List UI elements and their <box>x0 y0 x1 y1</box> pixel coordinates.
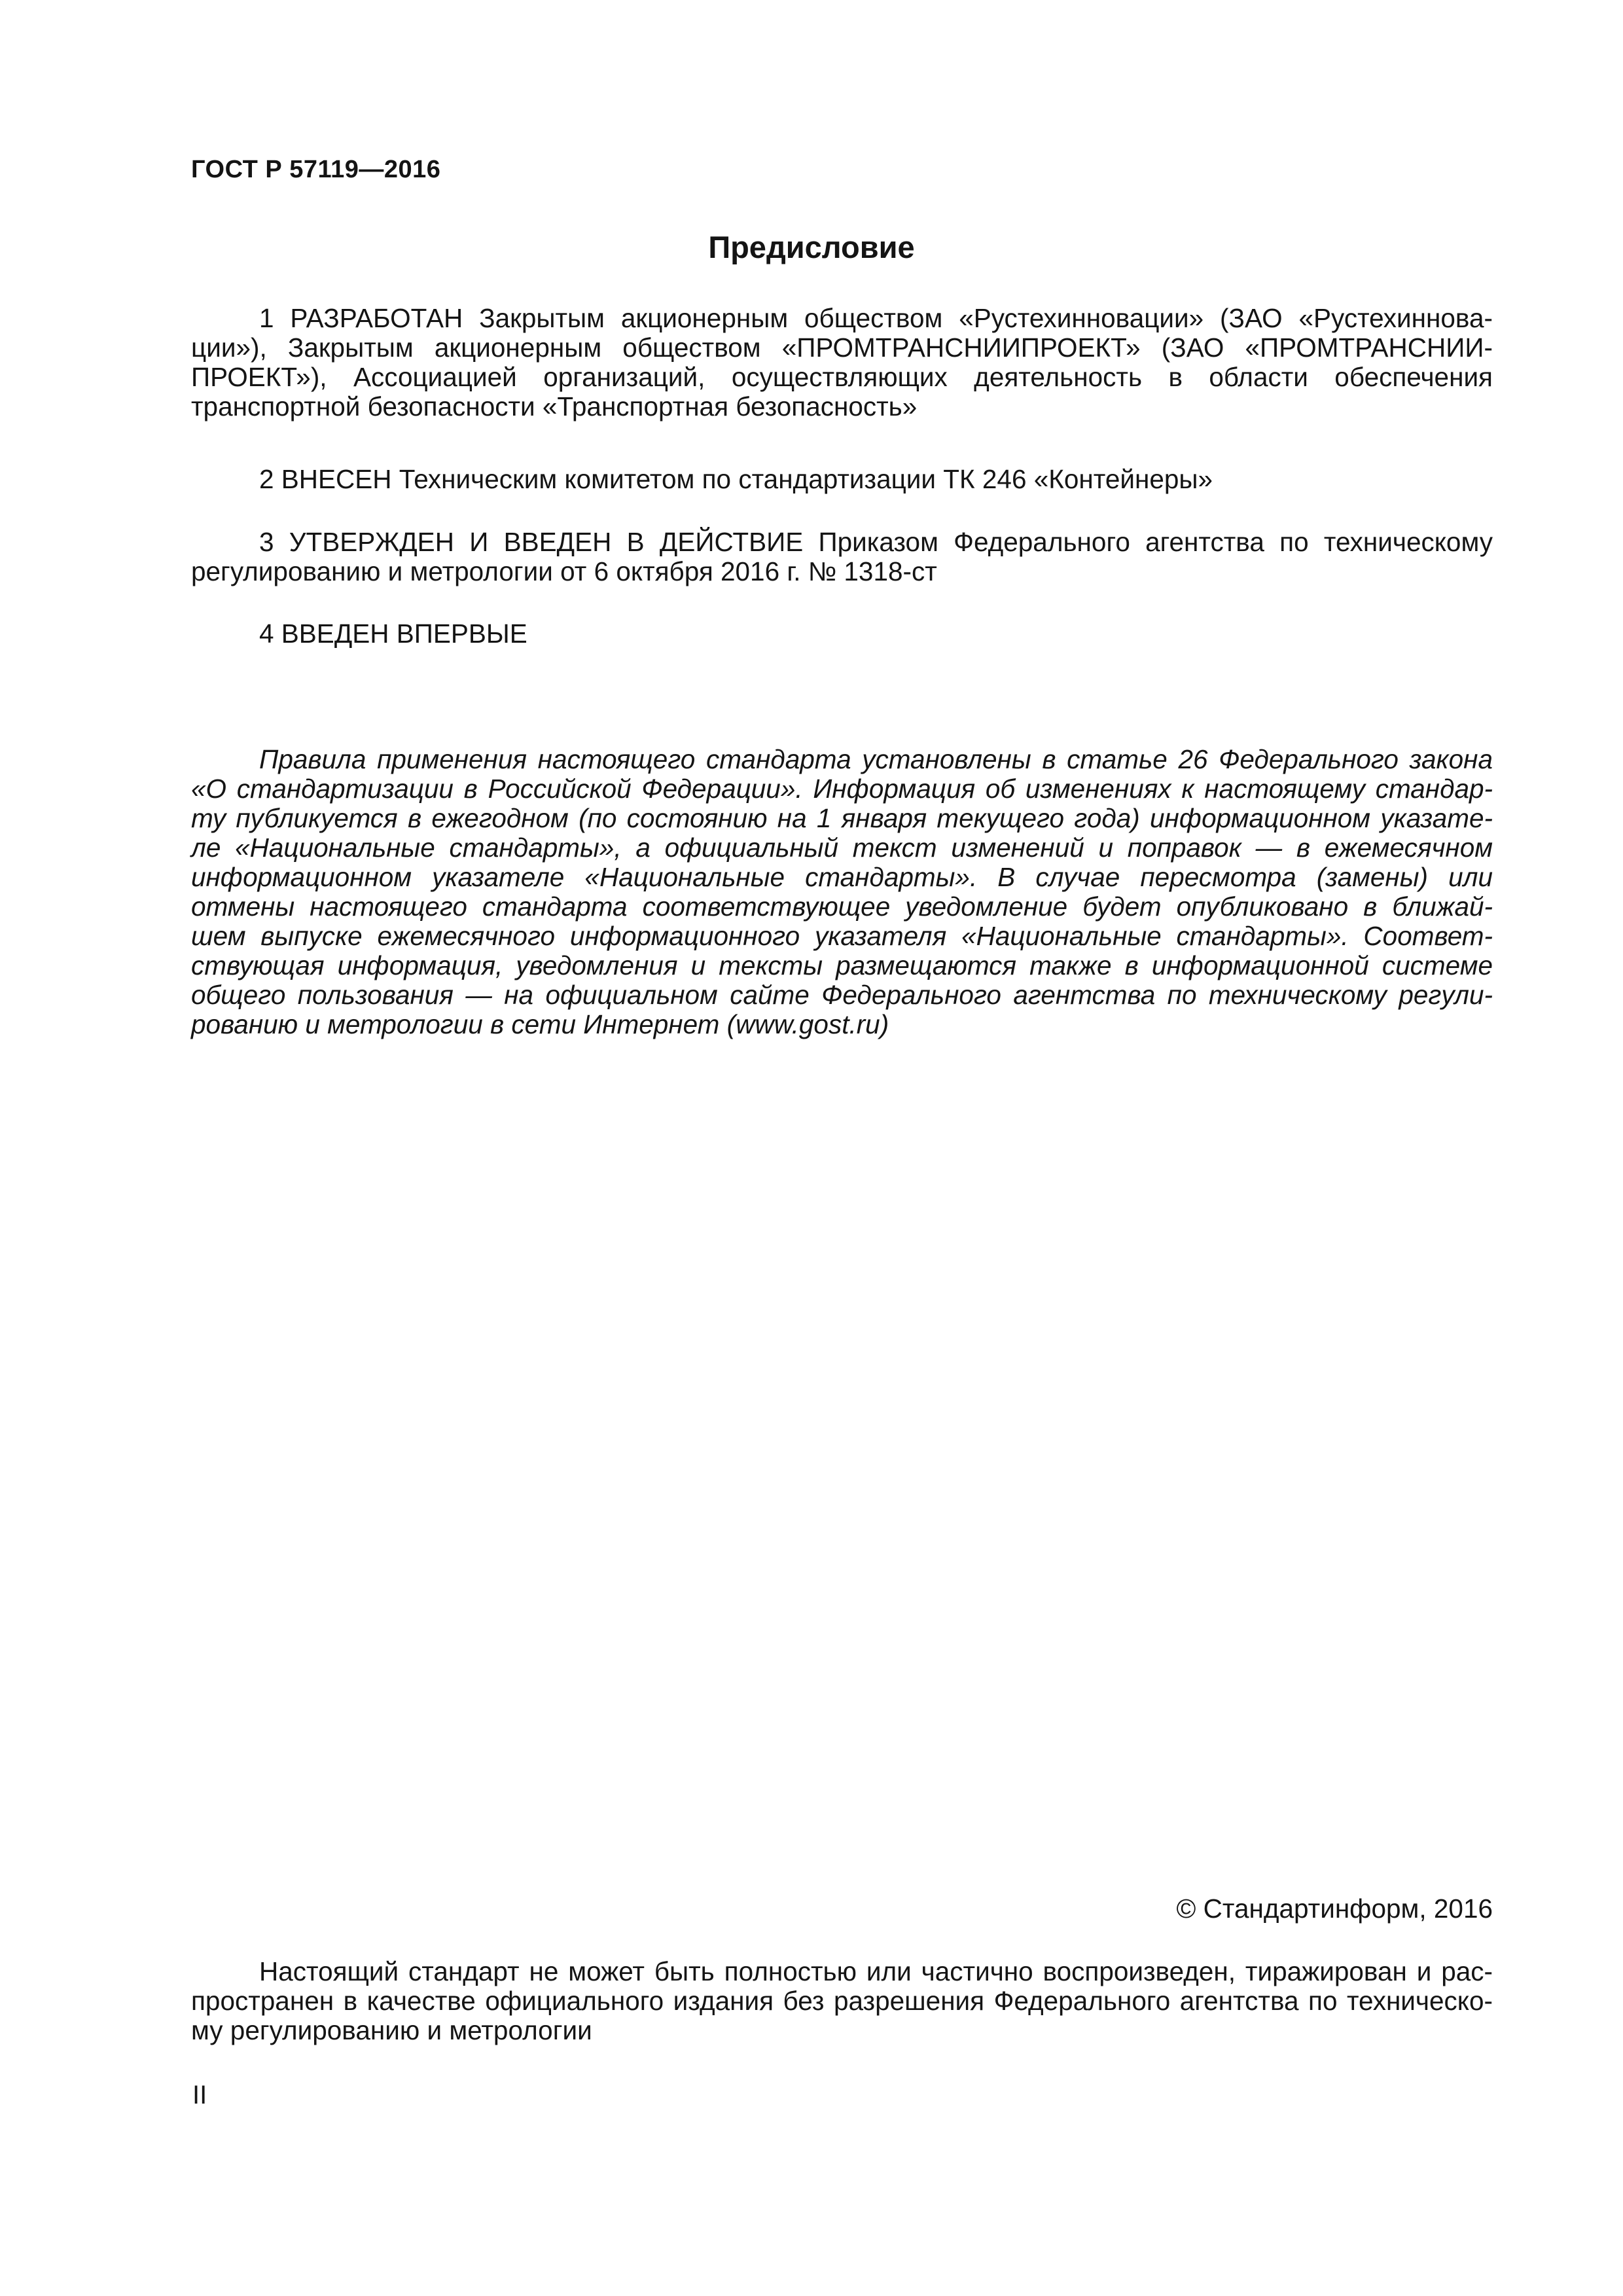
paragraph-developed-by <box>191 304 1493 422</box>
note-line: ствующая информация, уведомления и тексты размещаются также в информационной системе <box>191 950 1493 980</box>
paragraph-line: транспортной безопасности «Транспортная безопасность» <box>191 391 918 422</box>
document-code: ГОСТ Р 57119—2016 <box>191 156 441 183</box>
paragraph-first-introduced <box>191 619 1493 649</box>
disclaimer-line: пространен в качестве официального издания без разрешения Федерального агентства по техническо- <box>191 1986 1493 2016</box>
note-line: рованию и метрологии в сети Интернет (www.gost.ru) <box>191 1009 889 1039</box>
note-line: ту публикуется в ежегодном (по состоянию на 1 января текущего года) информационном указате- <box>191 803 1493 833</box>
paragraph-line: 3 УТВЕРЖДЕН И ВВЕДЕН В ДЕЙСТВИЕ Приказом Федерального агентства по техническому <box>259 527 1493 557</box>
note-line: отмены настоящего стандарта соответствующее уведомление будет опубликовано в ближай- <box>191 891 1493 922</box>
disclaimer-line: му регулированию и метрологии <box>191 2015 592 2045</box>
note-line: общего пользования — на официальном сайте Федерального агентства по техническому регули- <box>191 980 1493 1010</box>
note-line: ле «Национальные стандарты», а официальный текст изменений и поправок — в ежемесячном <box>191 833 1493 863</box>
paragraph-line: ции»), Закрытым акционерным обществом «ПРОМТРАНСНИИПРОЕКТ» (ЗАО «ПРОМТРАНСНИИ- <box>191 332 1493 363</box>
disclaimer-line: Настоящий стандарт не может быть полностью или частично воспроизведен, тиражирован и рас- <box>259 1956 1493 1986</box>
paragraph-line: 4 ВВЕДЕН ВПЕРВЫЕ <box>259 619 527 649</box>
paragraph-line: ПРОЕКТ»), Ассоциацией организаций, осуществляющих деятельность в области обеспечения <box>191 362 1493 392</box>
page-number: II <box>192 2081 207 2109</box>
note-line: «О стандартизации в Российской Федерации». Информация об изменениях к настоящему стандар- <box>191 774 1493 804</box>
application-rules-note <box>191 745 1493 1039</box>
paragraph-introduced-by <box>191 465 1493 494</box>
reproduction-disclaimer <box>191 1957 1493 2045</box>
note-line: Правила применения настоящего стандарта установлены в статье 26 Федерального закона <box>259 744 1493 774</box>
paragraph-line: 1 РАЗРАБОТАН Закрытым акционерным обществом «Рустехинновации» (ЗАО «Рустехиннова- <box>259 303 1493 333</box>
note-line: информационном указателе «Национальные стандарты». В случае пересмотра (замены) или <box>191 862 1493 892</box>
copyright-notice: © Стандартинформ, 2016 <box>1176 1893 1493 1924</box>
note-line: шем выпуске ежемесячного информационного указателя «Национальные стандарты». Соответ- <box>191 921 1493 951</box>
paragraph-approved <box>191 528 1493 586</box>
paragraph-line: 2 ВНЕСЕН Техническим комитетом по стандартизации ТК 246 «Контейнеры» <box>259 464 1213 494</box>
paragraph-line: регулированию и метрологии от 6 октября 2016 г. № 1318-ст <box>191 556 937 586</box>
page-title: Предисловие <box>708 230 915 264</box>
